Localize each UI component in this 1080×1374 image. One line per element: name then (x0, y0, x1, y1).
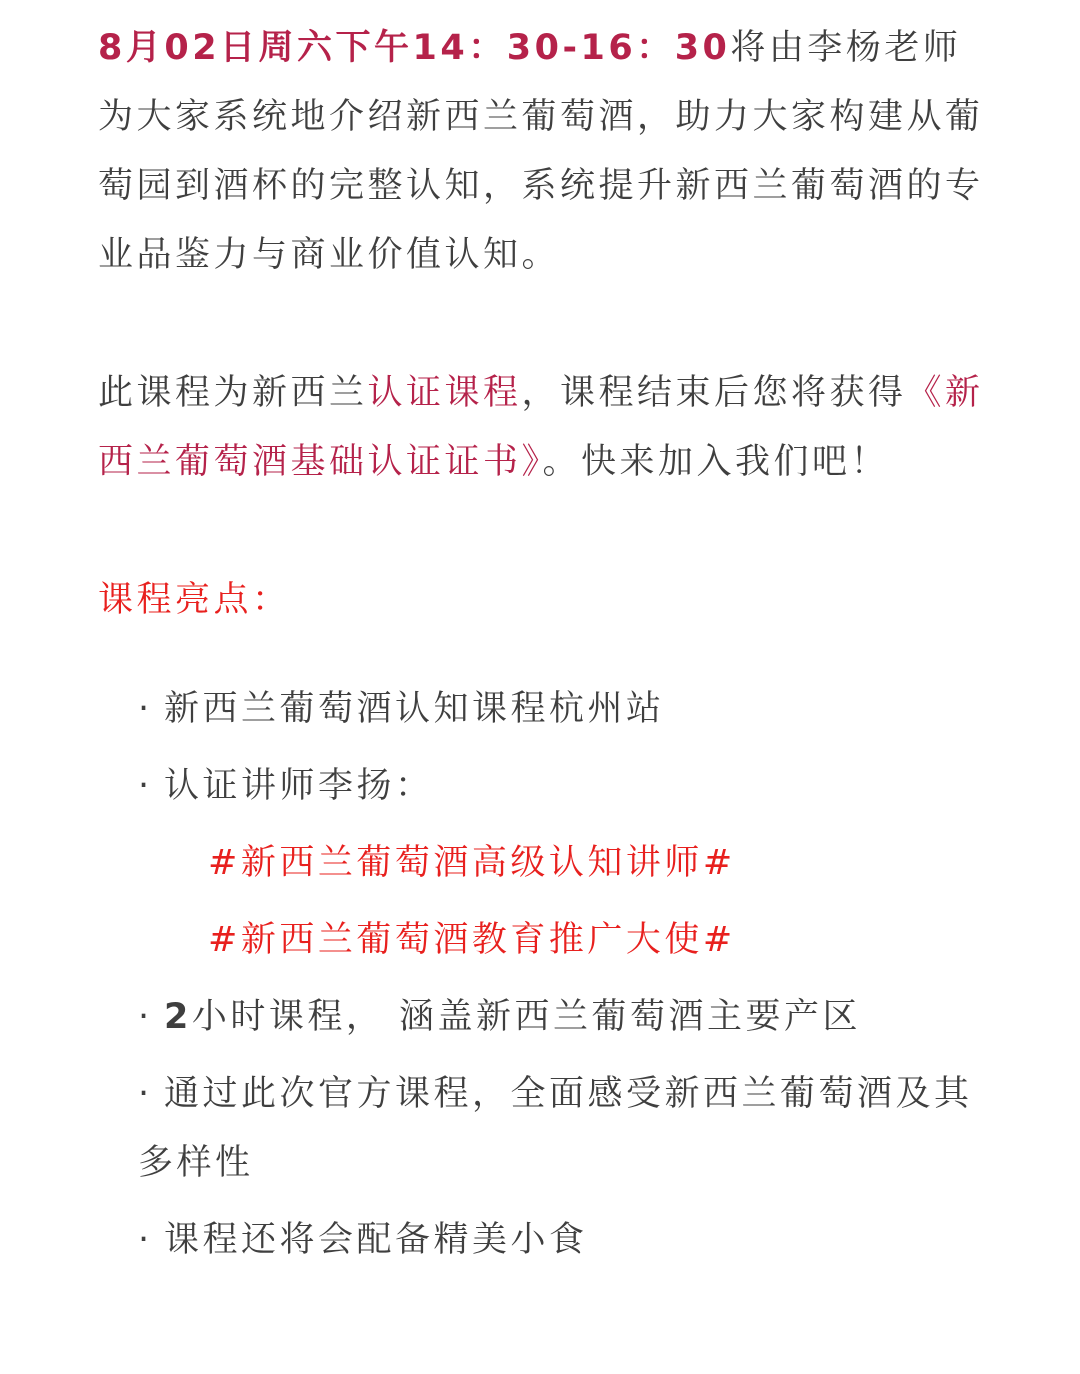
cert-course-highlight: 认证课程 (367, 373, 522, 413)
intro-text: 将由李杨老师为大家系统地介绍新西兰葡萄酒，助力大家构建从葡萄园到酒杯的完整认知，系统提升新西兰葡萄酒的专业品鉴力与商业价值认知。 (98, 28, 984, 275)
item-duration: 小时课程， 涵盖新西兰葡萄酒主要产区 (191, 997, 861, 1037)
course-hours: 2 (164, 997, 192, 1037)
list-item (138, 1056, 988, 1202)
instructor-tag-1: #新西兰葡萄酒高级认知讲师# (208, 843, 736, 883)
course-date: 8月02日周六下午14：30-16：30 (98, 28, 731, 68)
cert-suffix: 。快来加入我们吧！ (542, 442, 890, 482)
list-item (138, 1202, 988, 1279)
bullet: · (138, 1074, 153, 1114)
highlights-title: 课程亮点： (98, 580, 291, 620)
certificate-name: 《新西兰葡萄酒基础认证证书》 (98, 373, 984, 482)
list-item (138, 671, 988, 748)
cert-middle: ，课程结束后您将获得 (521, 373, 907, 413)
bullet: · (138, 766, 153, 806)
item-instructor: 认证讲师李扬： (164, 766, 434, 806)
bullet: · (138, 689, 153, 729)
highlights-list (98, 671, 988, 1279)
item-snacks: 课程还将会配备精美小食 (164, 1220, 588, 1260)
instructor-tag-2: #新西兰葡萄酒教育推广大使# (208, 920, 736, 960)
bullet: · (138, 1220, 153, 1260)
intro-paragraph (98, 14, 988, 290)
list-item (138, 979, 988, 1056)
certification-paragraph (98, 359, 988, 497)
item-official: 通过此次官方课程，全面感受新西兰葡萄酒及其多样性 (138, 1074, 973, 1183)
item-city: 新西兰葡萄酒认知课程杭州站 (164, 689, 665, 729)
list-item (138, 748, 988, 825)
bullet: · (138, 997, 153, 1037)
article-body (98, 14, 988, 1279)
cert-prefix: 此课程为新西兰 (98, 373, 368, 413)
